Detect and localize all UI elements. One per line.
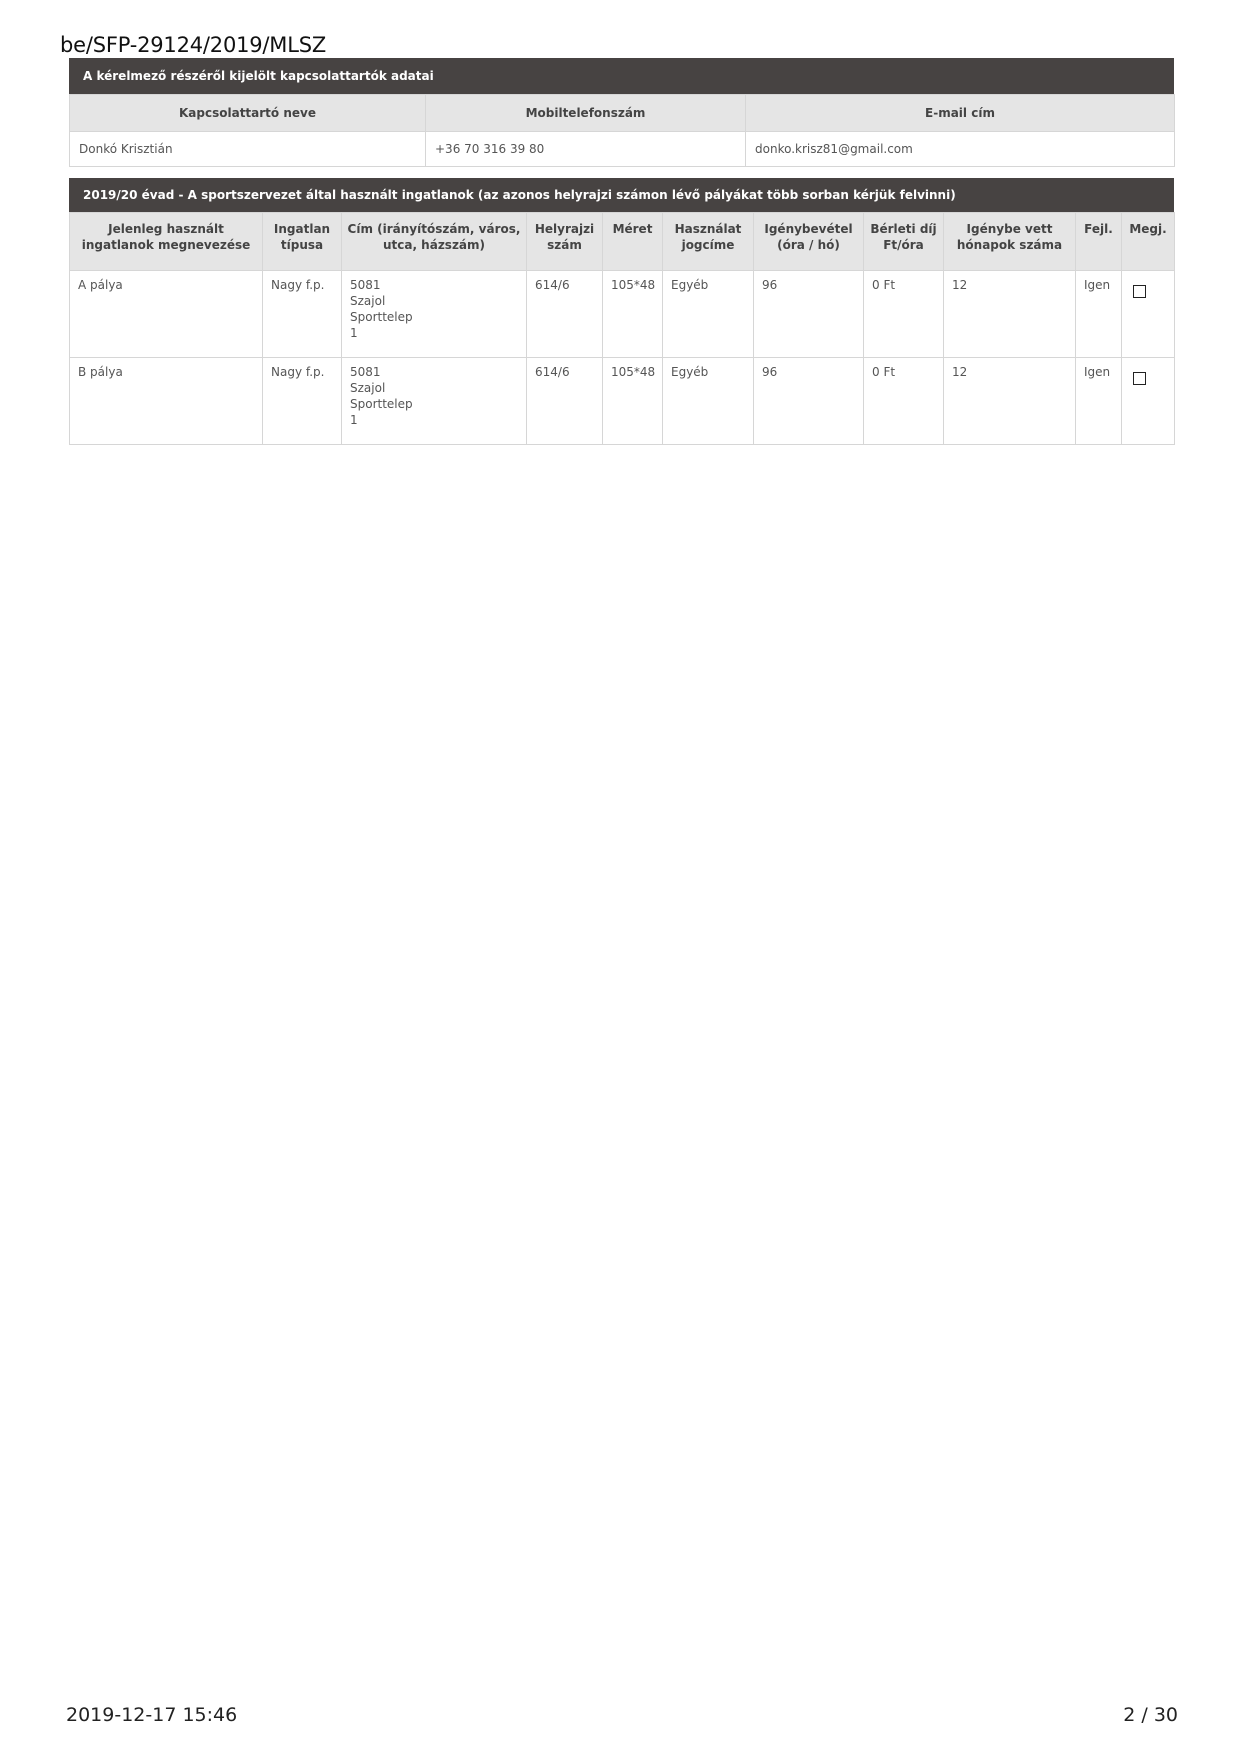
- property-hours: 96: [754, 271, 864, 358]
- column-header: Ingatlan típusa: [263, 213, 342, 271]
- contacts-table: [69, 94, 1175, 167]
- property-size: 105*48: [603, 358, 663, 445]
- column-header: Bérleti díj Ft/óra: [864, 213, 944, 271]
- address-number: 1: [350, 413, 358, 427]
- address-number: 1: [350, 326, 358, 340]
- property-size: 105*48: [603, 271, 663, 358]
- property-usage: Egyéb: [663, 271, 754, 358]
- column-header: Méret: [603, 213, 663, 271]
- contacts-title: A kérelmező részéről kijelölt kapcsolattartók adatai: [69, 58, 1174, 94]
- property-address: [342, 358, 527, 445]
- contacts-section: [69, 58, 1174, 167]
- address-city: Szajol: [350, 294, 386, 308]
- column-header: Igénybe vett hónapok száma: [944, 213, 1076, 271]
- address-zip: 5081: [350, 278, 381, 292]
- property-months: 12: [944, 358, 1076, 445]
- column-header: Igénybevétel (óra / hó): [754, 213, 864, 271]
- property-address: [342, 271, 527, 358]
- note-checkbox[interactable]: [1133, 372, 1146, 385]
- property-dev: Igen: [1076, 358, 1122, 445]
- column-header: Cím (irányítószám, város, utca, házszám): [342, 213, 527, 271]
- property-hrsz: 614/6: [527, 358, 603, 445]
- address-city: Szajol: [350, 381, 386, 395]
- address-zip: 5081: [350, 365, 381, 379]
- column-header: Mobiltelefonszám: [426, 95, 746, 132]
- column-header: Jelenleg használt ingatlanok megnevezése: [70, 213, 263, 271]
- property-name: A pálya: [70, 271, 263, 358]
- properties-header-row: [70, 213, 1175, 271]
- properties-section: [69, 178, 1174, 445]
- note-checkbox[interactable]: [1133, 285, 1146, 298]
- property-dev: Igen: [1076, 271, 1122, 358]
- properties-table: [69, 212, 1175, 445]
- footer-page-number: 2 / 30: [1123, 1704, 1178, 1726]
- address-street: Sporttelep: [350, 310, 413, 324]
- property-note: [1122, 358, 1175, 445]
- property-hrsz: 614/6: [527, 271, 603, 358]
- table-row: [70, 132, 1175, 167]
- contact-email: donko.krisz81@gmail.com: [746, 132, 1175, 167]
- property-name: B pálya: [70, 358, 263, 445]
- property-type: Nagy f.p.: [263, 358, 342, 445]
- property-fee: 0 Ft: [864, 358, 944, 445]
- table-row: [70, 358, 1175, 445]
- property-type: Nagy f.p.: [263, 271, 342, 358]
- property-hours: 96: [754, 358, 864, 445]
- document-id: be/SFP-29124/2019/MLSZ: [60, 33, 327, 57]
- footer-timestamp: 2019-12-17 15:46: [66, 1704, 238, 1726]
- column-header: Fejl.: [1076, 213, 1122, 271]
- property-note: [1122, 271, 1175, 358]
- column-header: Megj.: [1122, 213, 1175, 271]
- properties-title: 2019/20 évad - A sportszervezet által használt ingatlanok (az azonos helyrajzi számon lévő pályákat több sorban kérjük felvinni): [69, 178, 1174, 212]
- column-header: Helyrajzi szám: [527, 213, 603, 271]
- address-street: Sporttelep: [350, 397, 413, 411]
- contact-name: Donkó Krisztián: [70, 132, 426, 167]
- column-header: Kapcsolattartó neve: [70, 95, 426, 132]
- property-fee: 0 Ft: [864, 271, 944, 358]
- property-months: 12: [944, 271, 1076, 358]
- contact-phone: +36 70 316 39 80: [426, 132, 746, 167]
- table-row: [70, 271, 1175, 358]
- column-header: Használat jogcíme: [663, 213, 754, 271]
- column-header: E-mail cím: [746, 95, 1175, 132]
- property-usage: Egyéb: [663, 358, 754, 445]
- contacts-header-row: [70, 95, 1175, 132]
